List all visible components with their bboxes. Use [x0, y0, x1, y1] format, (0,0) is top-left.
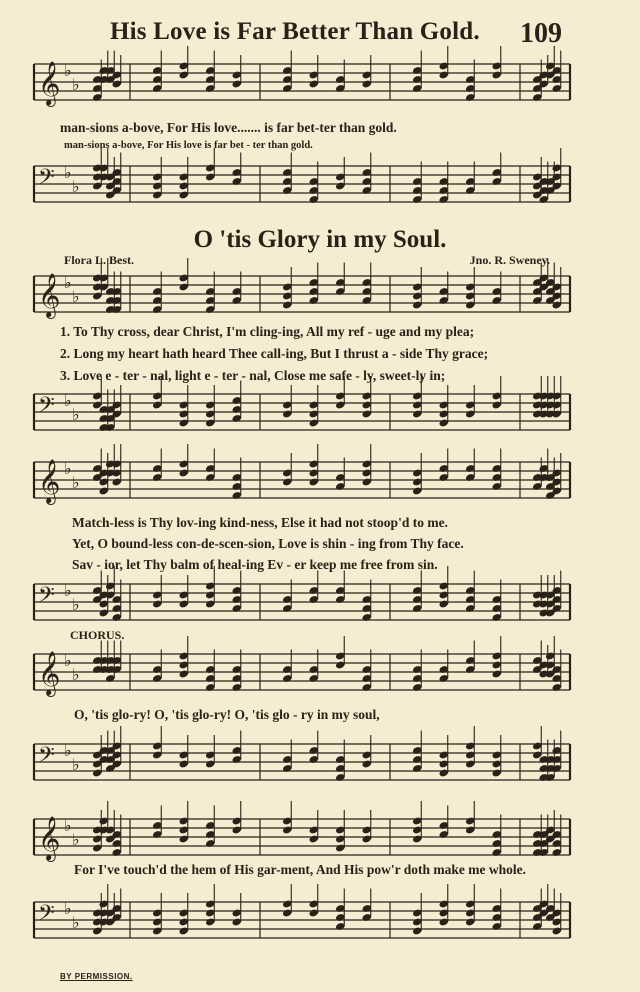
flat-icon: ♭: [64, 273, 72, 292]
hymn-title: O 'tis Glory in my Soul.: [193, 226, 447, 253]
chorus-label: CHORUS.: [70, 628, 125, 642]
final-treble-staff: [0, 815, 640, 865]
flat-icon: ♭: [72, 287, 80, 306]
flat-icon: ♭: [64, 163, 72, 182]
flat-icon: ♭: [72, 405, 80, 424]
system2-bass-staff: [0, 580, 640, 630]
permission-note: BY PERMISSION.: [60, 972, 133, 981]
flat-icon: ♭: [64, 459, 72, 478]
flat-icon: ♭: [72, 177, 80, 196]
flat-icon: ♭: [64, 391, 72, 410]
flat-icon: ♭: [72, 75, 80, 94]
flat-icon: ♭: [64, 816, 72, 835]
treble-clef-icon: 𝄞: [38, 816, 61, 860]
flat-icon: ♭: [64, 651, 72, 670]
author-credit: Flora L. Best.: [64, 253, 134, 267]
chorus-bass-staff: [0, 740, 640, 790]
system1-bass-staff: [0, 390, 640, 440]
flat-icon: ♭: [64, 899, 72, 918]
bass-clef-icon: 𝄢: [38, 901, 55, 931]
system1-treble-staff: [0, 272, 640, 322]
chorus-lyric-1: O, 'tis glo-ry! O, 'tis glo-ry! O, 'tis glo - ry in my soul,: [74, 707, 380, 722]
system1-verse2: 2. Long my heart hath heard Thee call-ing, But I thrust a - side Thy grace;: [60, 346, 489, 361]
bass-clef-icon: 𝄢: [38, 165, 55, 195]
flat-icon: ♭: [64, 581, 72, 600]
system2-verse3: Sav - ior, let Thy balm of heal-ing Ev - er keep me free from sin.: [72, 557, 438, 572]
treble-clef-icon: 𝄞: [38, 273, 61, 317]
composer-credit: Jno. R. Sweney.: [469, 253, 550, 267]
system2-verse1: Match-less is Thy lov-ing kind-ness, Else it had not stoop'd to me.: [72, 515, 448, 530]
chorus-treble-staff: [0, 650, 640, 700]
flat-icon: ♭: [72, 830, 80, 849]
flat-icon: ♭: [72, 595, 80, 614]
page-header-title: His Love is Far Better Than Gold.: [110, 18, 480, 45]
treble-clef-icon: 𝄞: [38, 459, 61, 503]
system2-verse2: Yet, O bound-less con-de-scen-sion, Love is shin - ing from Thy face.: [72, 536, 464, 551]
top-lyric-alt: man-sions a-bove, For His love is far bet - ter than gold.: [64, 140, 313, 151]
bass-clef-icon: 𝄢: [38, 583, 55, 613]
chorus-lyric-2: For I've touch'd the hem of His gar-ment, And His pow'r doth make me whole.: [74, 862, 526, 877]
bass-clef-icon: 𝄢: [38, 743, 55, 773]
final-bass-staff: [0, 898, 640, 948]
flat-icon: ♭: [72, 913, 80, 932]
treble-clef-icon: 𝄞: [38, 61, 61, 105]
flat-icon: ♭: [64, 741, 72, 760]
system1-verse3: 3. Love e - ter - nal, light e - ter - nal, Close me safe - ly, sweet-ly in;: [60, 368, 446, 383]
system1-verse1: 1. To Thy cross, dear Christ, I'm cling-ing, All my ref - uge and my plea;: [60, 324, 475, 339]
flat-icon: ♭: [72, 755, 80, 774]
top-lyric-main: man-sions a-bove, For His love....... is far bet-ter than gold.: [60, 120, 397, 135]
treble-clef-icon: 𝄞: [38, 651, 61, 695]
flat-icon: ♭: [72, 473, 80, 492]
flat-icon: ♭: [64, 61, 72, 80]
flat-icon: ♭: [72, 665, 80, 684]
page-number: 109: [520, 18, 562, 49]
system2-treble-staff: [0, 458, 640, 508]
top-treble-staff: [0, 60, 640, 110]
top-bass-staff: [0, 162, 640, 212]
bass-clef-icon: 𝄢: [38, 393, 55, 423]
